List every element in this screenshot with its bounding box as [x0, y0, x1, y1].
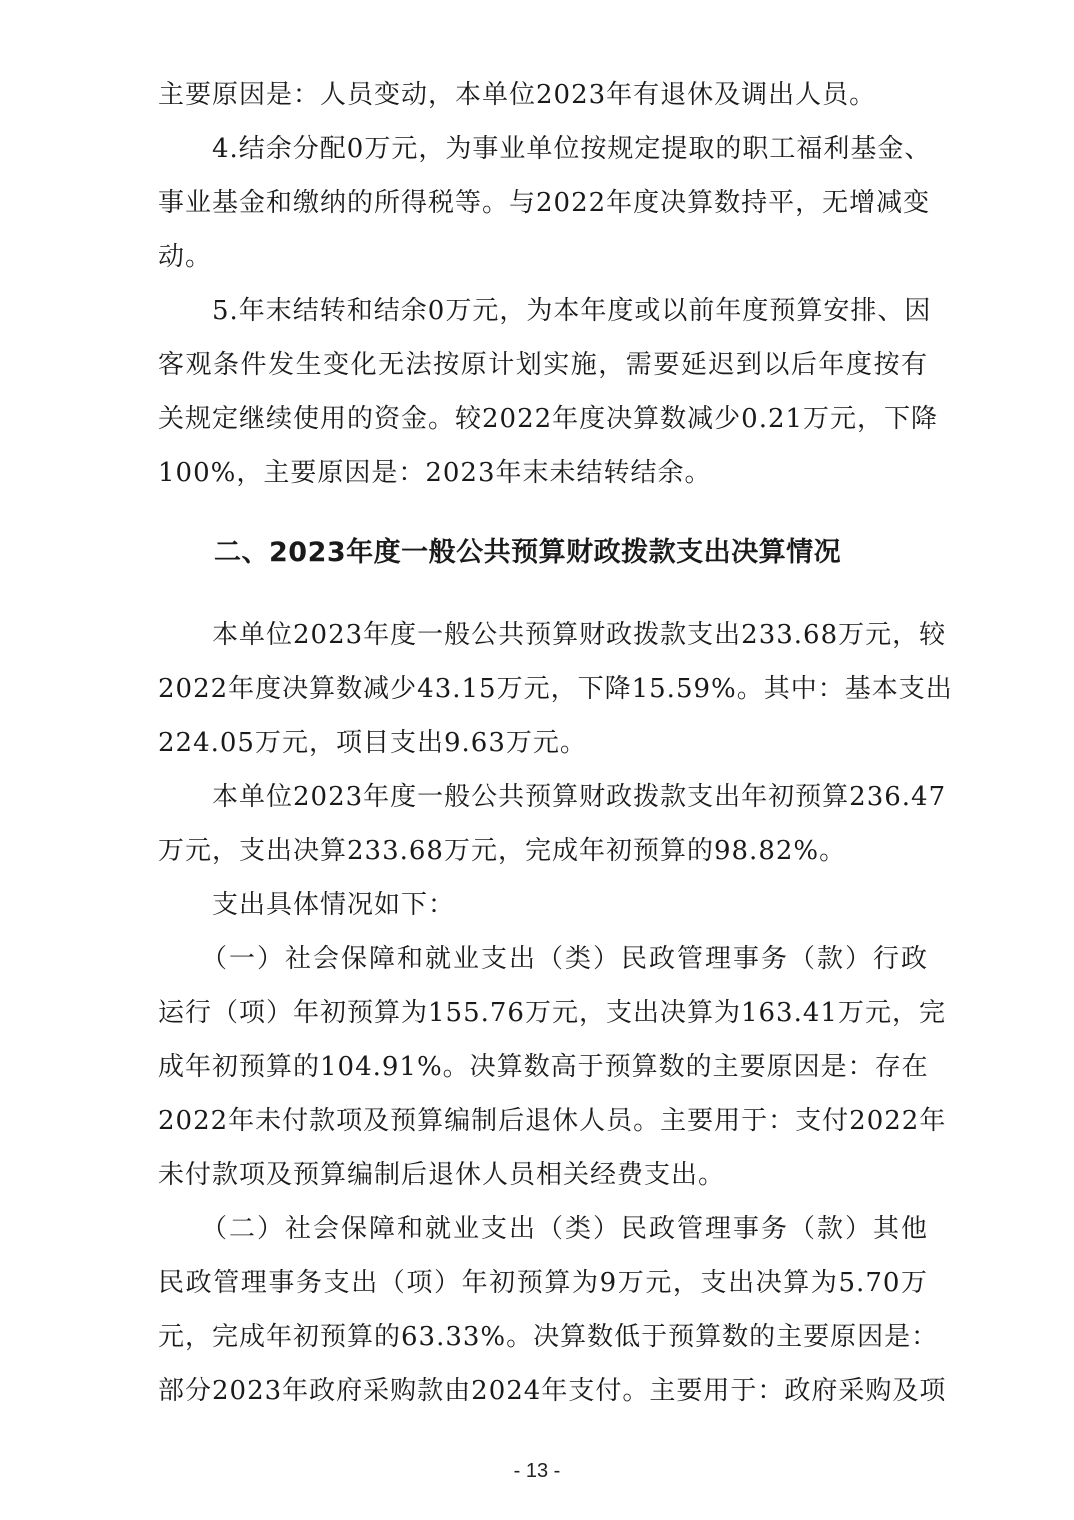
text-line: 事业基金和缴纳的所得税等。与2022年度决算数持平，无增减变: [158, 188, 931, 218]
text-line: 主要原因是：人员变动，本单位2023年有退休及调出人员。: [158, 80, 877, 110]
text-line: （一）社会保障和就业支出（类）民政管理事务（款）行政: [158, 944, 928, 974]
text-line: 动。: [158, 242, 213, 272]
text-line: 运行（项）年初预算为155.76万元，支出决算为163.41万元，完: [158, 998, 946, 1028]
text-line: 本单位2023年度一般公共预算财政拨款支出年初预算236.47: [158, 782, 947, 812]
text-line: 5.年末结转和结余0万元，为本年度或以前年度预算安排、因: [158, 296, 932, 326]
text-line: 关规定继续使用的资金。较2022年度决算数减少0.21万元，下降: [158, 404, 939, 434]
text-line: 224.05万元，项目支出9.63万元。: [158, 728, 587, 758]
text-line: 民政管理事务支出（项）年初预算为9万元，支出决算为5.70万: [158, 1268, 928, 1298]
text-line: 4.结余分配0万元，为事业单位按规定提取的职工福利基金、: [158, 134, 932, 164]
text-line: （二）社会保障和就业支出（类）民政管理事务（款）其他: [158, 1214, 928, 1244]
text-line: 本单位2023年度一般公共预算财政拨款支出233.68万元，较: [158, 620, 947, 650]
text-line: 元，完成年初预算的63.33%。决算数低于预算数的主要原因是：: [158, 1322, 939, 1352]
section-heading: 二、2023年度一般公共预算财政拨款支出决算情况: [214, 537, 842, 568]
text-line: 成年初预算的104.91%。决算数高于预算数的主要原因是：存在: [158, 1052, 929, 1082]
page-number: - 13 -: [513, 1460, 561, 1482]
text-line: 部分2023年政府采购款由2024年支付。主要用于：政府采购及项: [158, 1376, 947, 1406]
text-line: 2022年度决算数减少43.15万元，下降15.59%。其中：基本支出: [158, 674, 953, 704]
text-line: 客观条件发生变化无法按原计划实施，需要延迟到以后年度按有: [158, 350, 928, 380]
text-line: 2022年未付款项及预算编制后退休人员。主要用于：支付2022年: [158, 1106, 947, 1136]
text-line: 未付款项及预算编制后退休人员相关经费支出。: [158, 1160, 726, 1190]
text-line: 万元，支出决算233.68万元，完成年初预算的98.82%。: [158, 836, 847, 866]
text-line: 100%，主要原因是：2023年末未结转结余。: [158, 458, 712, 488]
text-line: 支出具体情况如下：: [158, 890, 456, 920]
